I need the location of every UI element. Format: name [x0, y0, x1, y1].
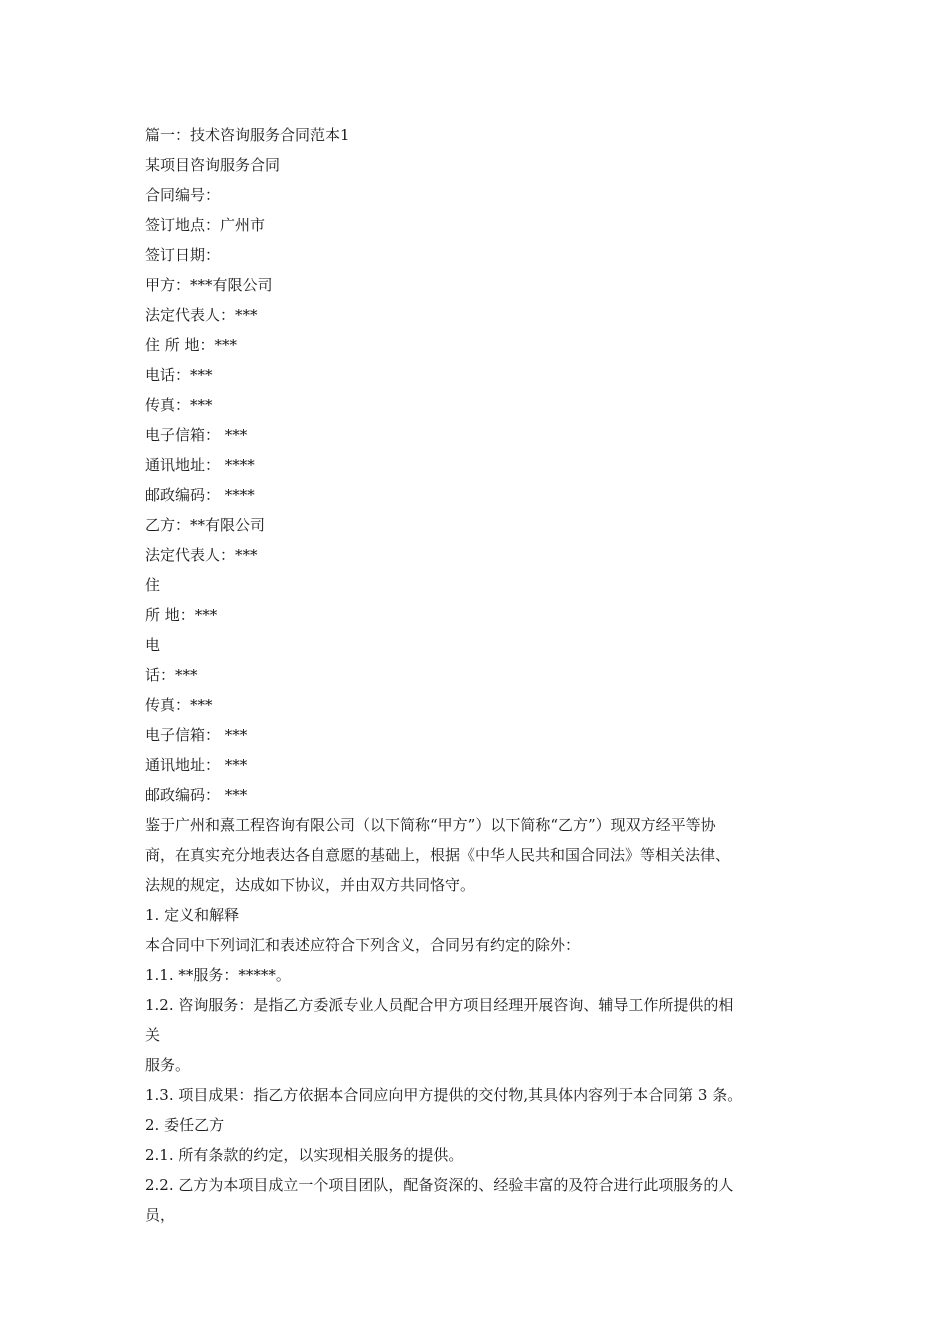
party-a-address: 住 所 地：*** [145, 336, 238, 354]
party-b-phone-part2: 话：*** [145, 666, 198, 684]
preamble-line-2: 商，在真实充分地表达各自意愿的基础上，根据《中华人民共和国合同法》等相关法律、 [145, 846, 731, 864]
section-1-intro: 本合同中下列词汇和表述应符合下列含义，合同另有约定的除外： [145, 936, 581, 954]
clause-1-2-cont-1: 关 [145, 1026, 161, 1044]
party-a-postcode: 邮政编码： **** [145, 486, 255, 504]
party-a-mailing-address: 通讯地址： **** [145, 456, 255, 474]
contract-body [145, 120, 825, 1230]
party-a-representative: 法定代表人：*** [145, 306, 258, 324]
clause-1-1: 1.1. **服务：*****。 [145, 966, 291, 984]
party-a-name: 甲方：***有限公司 [145, 276, 273, 294]
party-b-email: 电子信箱： *** [145, 726, 248, 744]
clause-2-2-cont: 员， [145, 1206, 176, 1224]
party-b-mailing-address: 通讯地址： *** [145, 756, 248, 774]
clause-2-2: 2.2. 乙方为本项目成立一个项目团队，配备资深的、经验丰富的及符合进行此项服务的人 [145, 1176, 734, 1194]
section-2-heading: 2. 委任乙方 [145, 1116, 225, 1134]
preamble-line-3: 法规的规定，达成如下协议，并由双方共同恪守。 [145, 876, 476, 894]
clause-1-3: 1.3. 项目成果：指乙方依据本合同应向甲方提供的交付物,其具体内容列于本合同第 3 条。 [145, 1086, 743, 1104]
clause-1-2: 1.2. 咨询服务：是指乙方委派专业人员配合甲方项目经理开展咨询、辅导工作所提供的相 [145, 996, 734, 1014]
clause-1-2-cont-2: 服务。 [145, 1056, 191, 1074]
party-a-fax: 传真：*** [145, 396, 213, 414]
party-b-address-part2: 所 地：*** [145, 606, 218, 624]
signing-place: 签订地点：广州市 [145, 216, 266, 234]
party-b-phone-part1: 电 [145, 636, 161, 654]
contract-number: 合同编号： [145, 186, 221, 204]
party-b-representative: 法定代表人：*** [145, 546, 258, 564]
party-b-name: 乙方：**有限公司 [145, 516, 266, 534]
section-1-heading: 1. 定义和解释 [145, 906, 240, 924]
clause-2-1: 2.1. 所有条款的约定，以实现相关服务的提供。 [145, 1146, 464, 1164]
preamble-line-1: 鉴于广州和熹工程咨询有限公司（以下简称“甲方”）以下简称“乙方”）现双方经平等协 [145, 816, 716, 834]
party-a-phone: 电话：*** [145, 366, 213, 384]
heading-line: 篇一：技术咨询服务合同范本1 [145, 126, 350, 144]
party-b-fax: 传真：*** [145, 696, 213, 714]
signing-date: 签订日期： [145, 246, 221, 264]
contract-title: 某项目咨询服务合同 [145, 156, 281, 174]
party-b-address-part1: 住 [145, 576, 161, 594]
party-a-email: 电子信箱： *** [145, 426, 248, 444]
party-b-postcode: 邮政编码： *** [145, 786, 248, 804]
